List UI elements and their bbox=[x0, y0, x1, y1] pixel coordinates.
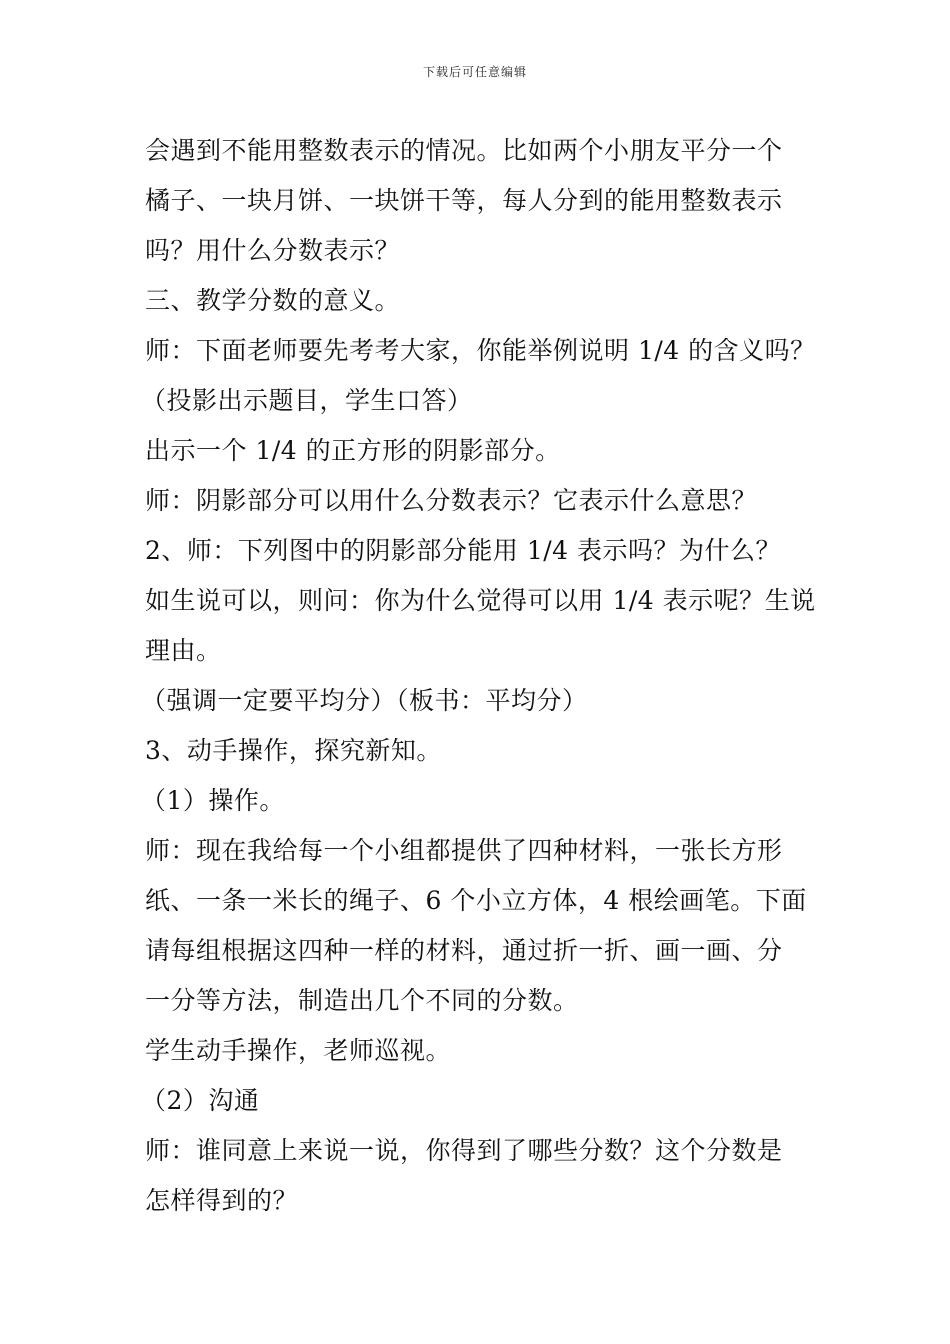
subsection-heading: （2）沟通 bbox=[141, 1086, 260, 1115]
paragraph-line: （投影出示题目，学生口答） bbox=[141, 386, 473, 415]
paragraph-line: 怎样得到的？ bbox=[145, 1186, 299, 1215]
subsection-heading: （1）操作。 bbox=[141, 786, 285, 815]
paragraph-line: 师：现在我给每一个小组都提供了四种材料，一张长方形 bbox=[145, 836, 783, 865]
paragraph-line: 师：下面老师要先考考大家，你能举例说明 1/4 的含义吗？ bbox=[145, 336, 816, 365]
paragraph-line: 一分等方法，制造出几个不同的分数。 bbox=[145, 986, 579, 1015]
section-heading: 三、教学分数的意义。 bbox=[145, 286, 401, 315]
paragraph-line: 纸、一条一米长的绳子、6 个小立方体，4 根绘画笔。下面 bbox=[145, 886, 807, 915]
document-body bbox=[141, 126, 816, 1226]
paragraph-line: 理由。 bbox=[145, 636, 222, 665]
paragraph-line: 师：阴影部分可以用什么分数表示？它表示什么意思？ bbox=[145, 486, 758, 515]
paragraph-line: 出示一个 1/4 的正方形的阴影部分。 bbox=[145, 436, 561, 465]
paragraph-line: 橘子、一块月饼、一块饼干等，每人分到的能用整数表示 bbox=[145, 186, 783, 215]
page-header: 下载后可任意编辑 bbox=[422, 65, 527, 79]
paragraph-line: 师：谁同意上来说一说，你得到了哪些分数？这个分数是 bbox=[145, 1136, 783, 1165]
paragraph-line: 会遇到不能用整数表示的情况。比如两个小朋友平分一个 bbox=[145, 136, 783, 165]
paragraph-line: 吗？用什么分数表示？ bbox=[145, 236, 401, 265]
paragraph-line: 请每组根据这四种一样的材料，通过折一折、画一画、分 bbox=[145, 936, 783, 965]
paragraph-line: 学生动手操作，老师巡视。 bbox=[145, 1036, 452, 1065]
section-heading: 3、动手操作，探究新知。 bbox=[145, 736, 442, 765]
paragraph-line: （强调一定要平均分）（板书：平均分） bbox=[141, 686, 588, 715]
paragraph-line: 2、师：下列图中的阴影部分能用 1/4 表示吗？为什么？ bbox=[145, 536, 782, 565]
paragraph-line: 如生说可以，则问：你为什么觉得可以用 1/4 表示呢？生说 bbox=[145, 586, 816, 615]
